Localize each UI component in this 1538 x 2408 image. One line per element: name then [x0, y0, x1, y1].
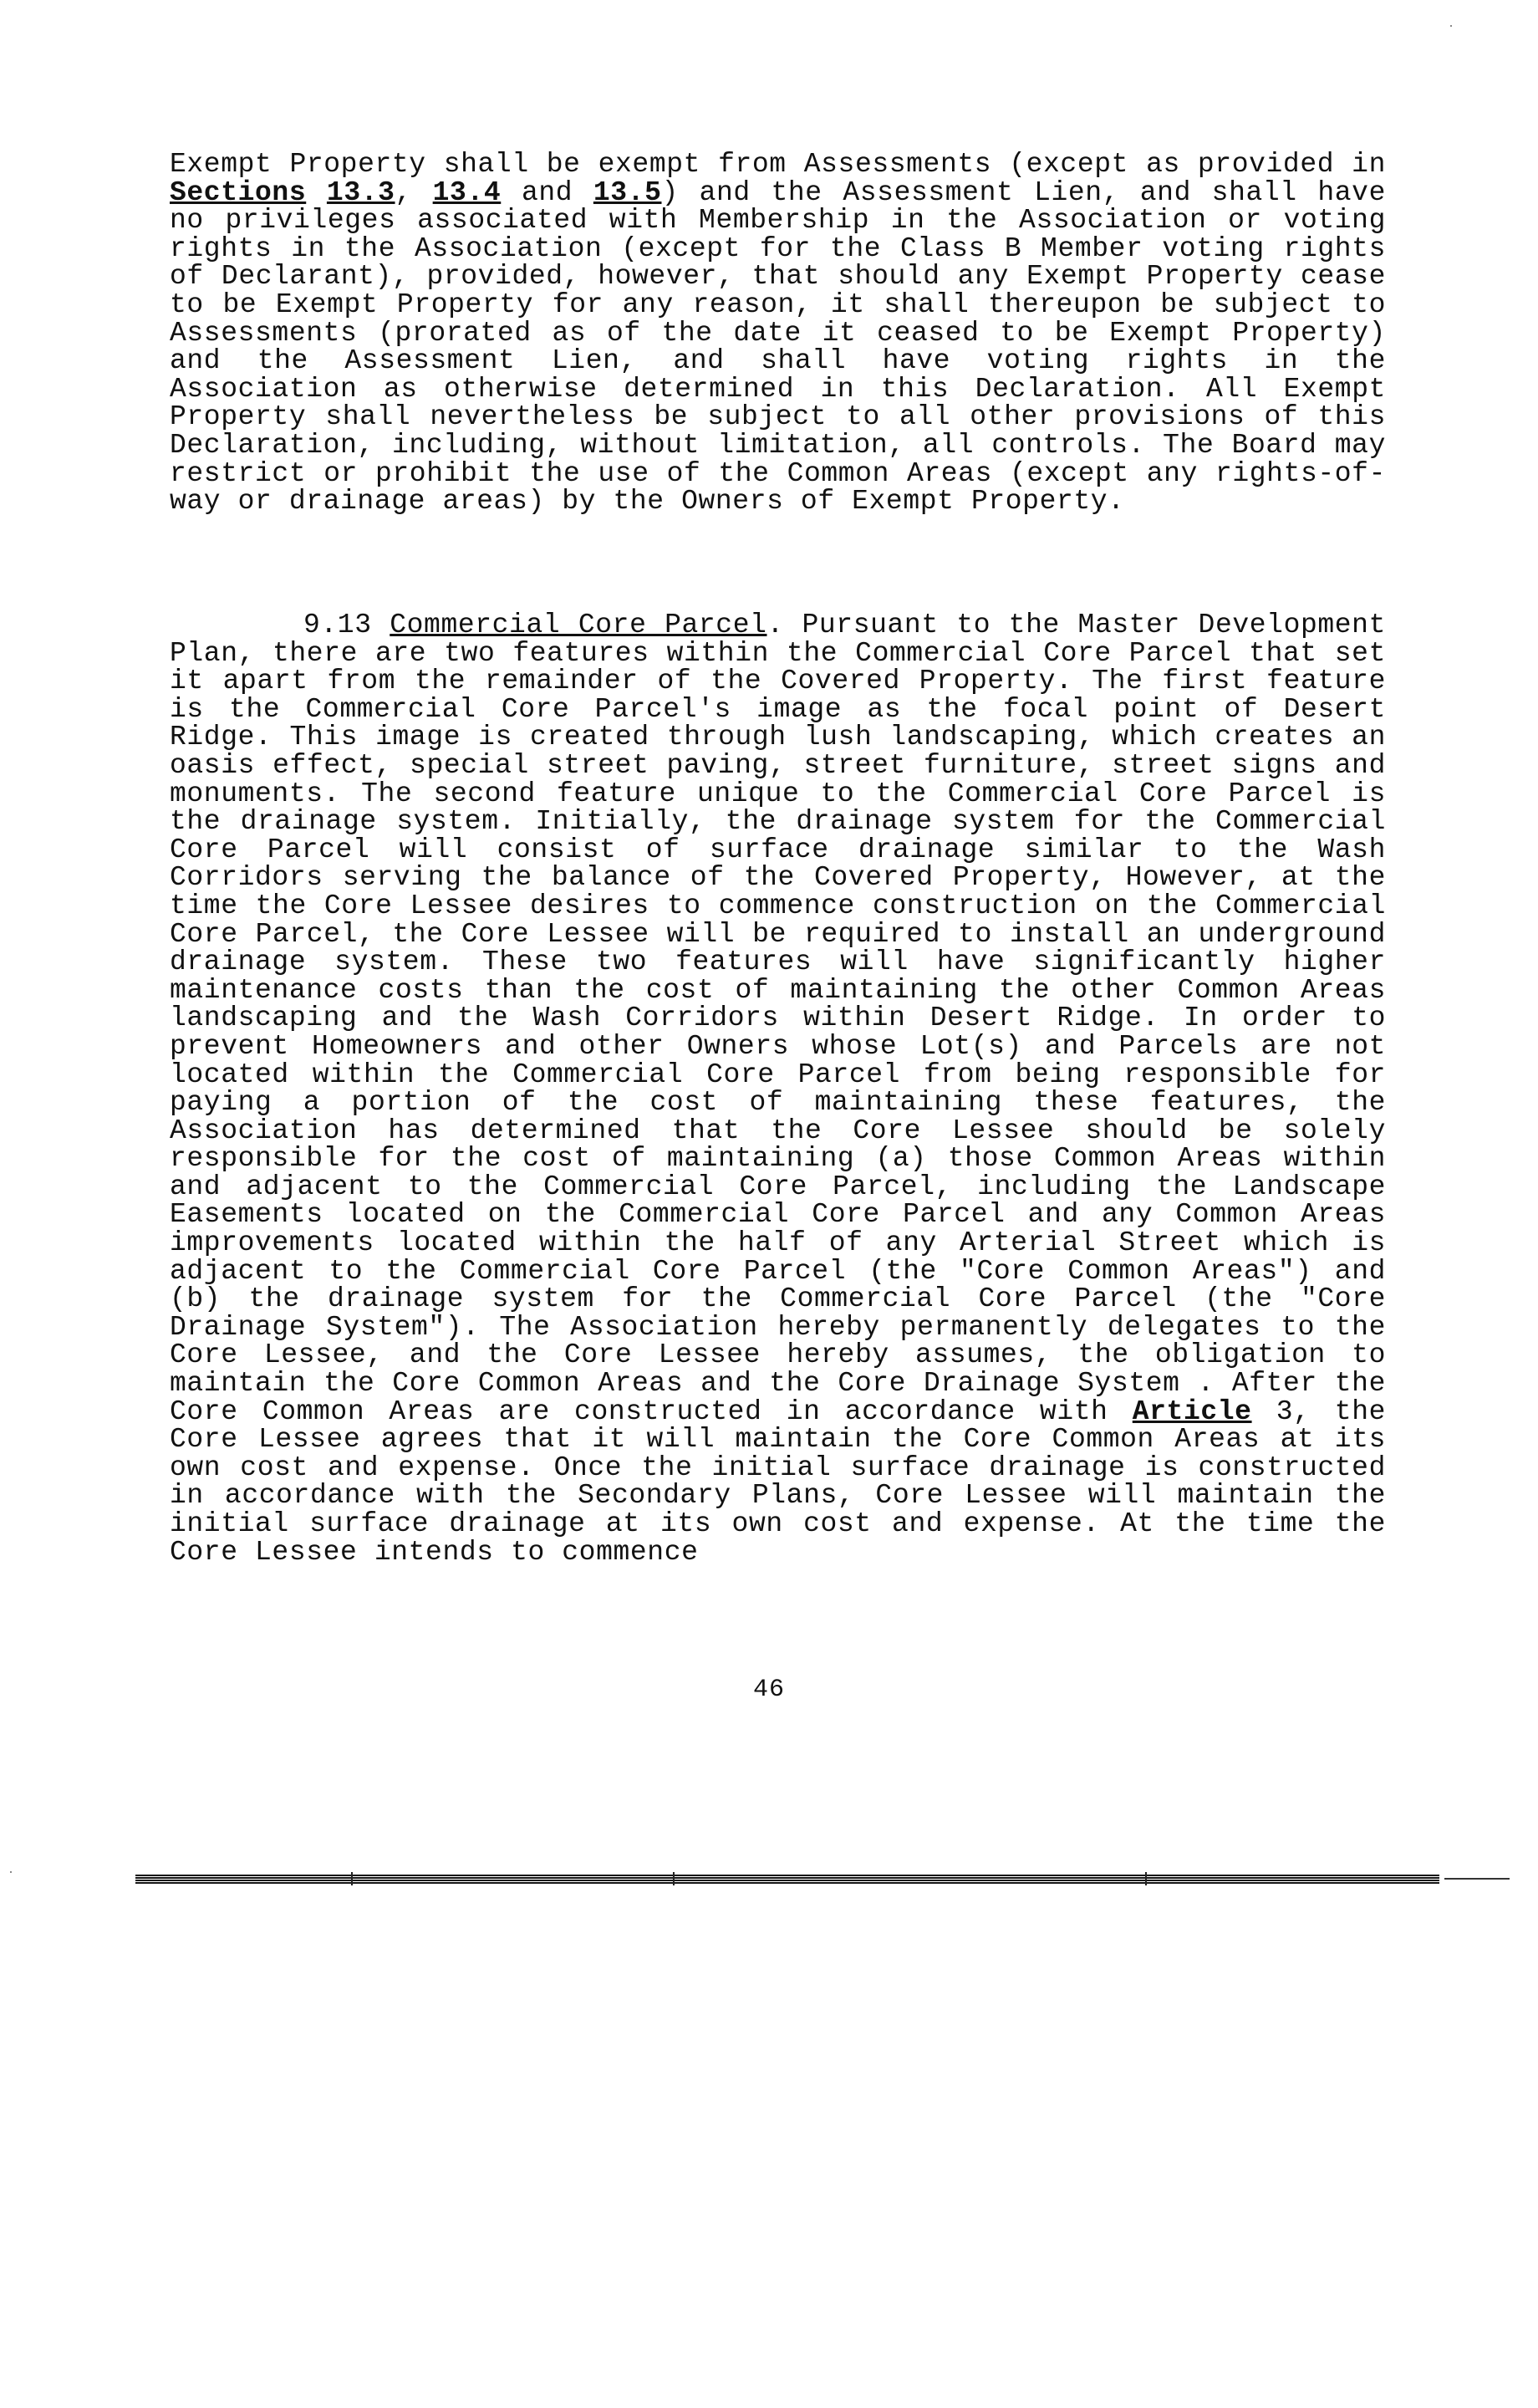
para1-text-2 — [306, 177, 327, 208]
scan-artifact — [1145, 1872, 1147, 1885]
para2-text-1: . Pursuant to the Master Development Plan, there are two features within the Commercial Core Parcel that set it apart from the remainder of the Covered Property. The first feature is the Commercial Core Parcel's image as the focal point of Desert Ridge. This image is created through lush landscaping, which creates an oasis effect, special street paving, street furniture, street signs and monuments. The second feature unique to the Commercial Core Parcel is the drainage system. Initially, the drainage system for the Commercial Core Parcel will consist of surface drainage similar to the Wash Corridors serving the balance of the Covered Property, However, at the time the Core Lessee desires to commence construction on the Commercial Core Parcel, the Core Lessee will be required to install an underground drainage system. These two features will have significantly higher maintenance costs than the cost of maintaining the other Common Areas landscaping and the Wash Corridors within Desert Ridge. In order to prevent Homeowners and other Owners whose Lot(s) and Parcels are not located within the Commercial Core Parcel from being responsible for paying a portion of the cost of maintaining these features, the Association has determined that the Core Lessee should be solely responsible for the cost of maintaining (a) those Common Areas within and adjacent to the Commercial Core Parcel, including the Landscape Easements located on the Commercial Core Parcel and any Common Areas improvements located within the half of any Arterial Street which is adjacent to the Commercial Core Parcel (the "Core Common Areas") and (b) the drainage system for the Commercial Core Parcel (the "Core Drainage System"). The Association hereby permanently delegates to the Core Lessee, and the Core Lessee hereby assumes, the obligation to maintain the Core Common Areas and the Core Drainage System . After the Core Common Areas are constructed in accordance with — [170, 610, 1386, 1427]
para2-text-2: 3, the Core Lessee agrees that it will maintain the Core Common Areas at its own cost and expense. Once the initial surface drainage is constructed in accordance with the Secondary Plans, Core Lessee will maintain the initial surface drainage at its own cost and expense. At the time the Core Lessee intends to commence — [170, 1395, 1386, 1568]
para1-text-4: and — [501, 176, 593, 208]
article-reference: Article — [1132, 1395, 1252, 1427]
para1-text-1: Exempt Property shall be exempt from Assessments (except as provided in — [170, 149, 1386, 180]
section-heading: Commercial Core Parcel — [390, 610, 767, 640]
paragraph-exempt-property-text — [170, 150, 1386, 516]
sections-reference: Sections — [170, 176, 307, 208]
scan-border-tail — [1444, 1878, 1510, 1880]
paragraph-exempt-property — [170, 150, 1386, 516]
section-number: 9.13 — [303, 610, 372, 640]
para1-text-5: ) and the Assessment Lien, and shall have no privileges associated with Membership in the Association or voting rights in the Association (except for the Class B Member voting rights of Declarant), provided, however, that should any Exempt Property cease to be Exempt Property for any reason, it shall thereupon be subject to Assessments (prorated as of the date it ceased to be Exempt Property) and the Assessment Lien, and shall have voting rights in the Association as otherwise determined in this Declaration. All Exempt Property shall nevertheless be subject to all other provisions of this Declaration, including, without limitation, all controls. The Board may restrict or prohibit the use of the Common Areas (except any rights-of-way or drainage areas) by the Owners of Exempt Property. — [170, 176, 1386, 518]
paragraph-commercial-core-parcel — [170, 611, 1386, 1566]
section-13-4-reference: 13.4 — [432, 176, 502, 208]
paragraph-commercial-core-parcel-text — [170, 611, 1386, 1566]
scan-border-line — [135, 1875, 1439, 1884]
para1-text-3: , — [395, 176, 433, 208]
scan-artifact — [351, 1872, 353, 1885]
page-number: 46 — [752, 1676, 785, 1704]
section-13-5-reference: 13.5 — [593, 176, 662, 208]
scan-speck — [1450, 25, 1452, 27]
scan-speck — [10, 1871, 12, 1873]
section-13-3-reference: 13.3 — [326, 176, 395, 208]
scan-artifact — [673, 1872, 675, 1885]
